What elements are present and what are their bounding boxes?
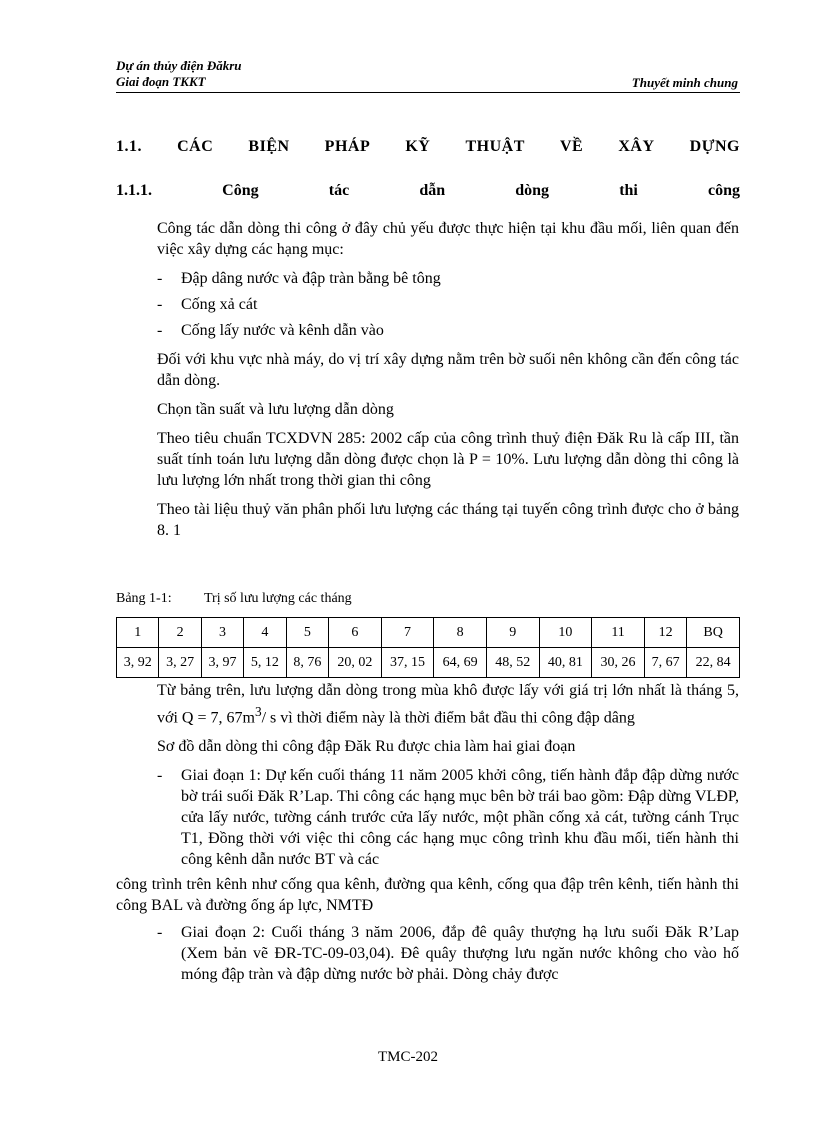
stage-1-text: Giai đoạn 1: Dự kến cuối tháng 11 năm 2005 khởi công, tiến hành đắp đập dừng nước bờ trái suối Đăk R’Lap. Thi công các hạng mục bên bờ trái bao gồm: Đập dừng VLĐP, cửa lấy nước, tường cánh trước cửa lấy nước, một phần cống xả cát, tường cánh Trục T1, Đồng thời với việc thi công các hạng mục công trình khu đầu mối, tiến hành thi công kênh dẫn nước BT và các	[181, 767, 739, 869]
paragraph: Theo tài liệu thuỷ văn phân phối lưu lượng các tháng tại tuyến công trình được cho ở bảng 8. 1	[157, 501, 739, 539]
subheading-word: công	[708, 182, 740, 199]
subheading-word: tác	[328, 182, 350, 199]
table-header-cell: 9	[486, 618, 539, 648]
subheading-word: Công	[222, 182, 259, 199]
table-header-cell: 2	[159, 618, 201, 648]
heading-word: DỰNG	[689, 138, 740, 155]
subsection-heading	[116, 182, 740, 200]
table-cell: 48, 52	[486, 648, 539, 678]
stage-2-text: Giai đoạn 2: Cuối tháng 3 năm 2006, đắp đê quây thượng hạ lưu suối Đăk R’Lap (Xem bản vẽ ĐR-TC-09-03,04). Đê quây thượng lưu ngăn nước không cho vào hố móng đập tràn và đập dừng nước bờ phải. Dòng chảy được	[181, 924, 739, 984]
heading-word: CÁC	[177, 138, 214, 155]
table-cell: 30, 26	[592, 648, 645, 678]
table-caption-number: Bảng 1-1:	[116, 591, 172, 606]
list-item: - Đập dâng nước và đập tràn bằng bê tông	[157, 268, 739, 289]
table-header-cell: 7	[381, 618, 434, 648]
table-cell: 5, 12	[244, 648, 286, 678]
superscript: 3	[254, 704, 262, 719]
work-items-list	[157, 268, 739, 341]
table-header-cell: 6	[329, 618, 382, 648]
table-header-row	[117, 618, 740, 648]
header-project: Dự án thủy điện Đăkru	[116, 58, 242, 73]
paragraph: Theo tiêu chuẩn TCXDVN 285: 2002 cấp của công trình thuỷ điện Đăk Ru là cấp III, tần suất tính toán lưu lượng dẫn dòng được chọn là P = 10%. Lưu lượng dẫn dòng thi công là lưu lượng lớn nhất trong thời gian thi công	[157, 430, 739, 489]
header-rule	[116, 92, 740, 93]
table-header-cell: 12	[644, 618, 686, 648]
table-cell: 22, 84	[687, 648, 740, 678]
table-caption	[116, 591, 352, 607]
table-cell: 64, 69	[434, 648, 487, 678]
table-header-cell: 5	[286, 618, 328, 648]
paragraph-text: Từ bảng trên, lưu lượng dẫn dòng trong mùa khô được lấy với giá trị lớn nhất là tháng 5, với Q = 7, 67m	[157, 682, 739, 727]
stage-1-continuation: công trình trên kênh như cống qua kênh, đường qua kênh, cống qua đập trên kênh, tiến hành thi công BAL và đường ống áp lực, NMTĐ	[116, 876, 739, 915]
heading-word: BIỆN	[248, 138, 290, 155]
heading-word: THUẬT	[465, 138, 525, 155]
paragraph-text: / s vì thời điểm này là thời điểm bắt đầu thi công đập dâng	[261, 709, 635, 727]
paragraph: Công tác dẫn dòng thi công ở đây chủ yếu được thực hiện tại khu đầu mối, liên quan đến việc xây dựng các hạng mục:	[157, 220, 739, 258]
header-phase: Giai đoạn TKKT	[116, 74, 206, 89]
table-header-cell: 3	[201, 618, 243, 648]
table-header-cell: BQ	[687, 618, 740, 648]
list-item: - Cống xả cát	[157, 294, 739, 315]
page-header-left	[116, 58, 242, 90]
table-cell: 3, 27	[159, 648, 201, 678]
paragraph	[157, 680, 739, 728]
table-header-cell: 11	[592, 618, 645, 648]
subheading-word: dòng	[515, 182, 550, 199]
heading-word: KỸ	[405, 138, 431, 155]
heading-word: XÂY	[618, 138, 655, 155]
paragraph: Sơ đồ dẫn dòng thi công đập Đăk Ru được chia làm hai giai đoạn	[157, 738, 576, 756]
heading-word: VỀ	[560, 138, 584, 155]
table-cell: 37, 15	[381, 648, 434, 678]
table-cell: 3, 92	[117, 648, 159, 678]
table-cell: 8, 76	[286, 648, 328, 678]
table-cell: 40, 81	[539, 648, 592, 678]
table-cell: 3, 97	[201, 648, 243, 678]
table-header-cell: 4	[244, 618, 286, 648]
table-header-cell: 8	[434, 618, 487, 648]
subheading-word: dẫn	[419, 182, 446, 199]
heading-number: 1.1.	[116, 138, 142, 155]
table-header-cell: 10	[539, 618, 592, 648]
table-header-cell: 1	[117, 618, 159, 648]
table-cell: 20, 02	[329, 648, 382, 678]
list-item: - Cống lấy nước và kênh dẫn vào	[157, 320, 739, 341]
header-doc-title: Thuyết minh chung	[631, 75, 738, 90]
table-row	[117, 648, 740, 678]
monthly-flow-table	[116, 617, 740, 678]
subheading-number: 1.1.1.	[116, 182, 152, 199]
page-number: TMC-202	[378, 1049, 438, 1065]
table-cell: 7, 67	[644, 648, 686, 678]
subheading-word: thi	[619, 182, 638, 199]
paragraph: Đối với khu vực nhà máy, do vị trí xây dựng nằm trên bờ suối nên không cần đến công tác dẫn dòng.	[157, 351, 739, 389]
heading-word: PHÁP	[324, 138, 371, 155]
stage-2-item	[157, 922, 739, 985]
paragraph: Chọn tần suất và lưu lượng dẫn dòng	[157, 401, 394, 418]
intro-body	[157, 218, 739, 549]
table-caption-title: Trị số lưu lượng các tháng	[204, 591, 352, 606]
after-table-body	[116, 680, 739, 989]
section-heading	[116, 138, 740, 156]
stage-1-item	[157, 765, 739, 870]
